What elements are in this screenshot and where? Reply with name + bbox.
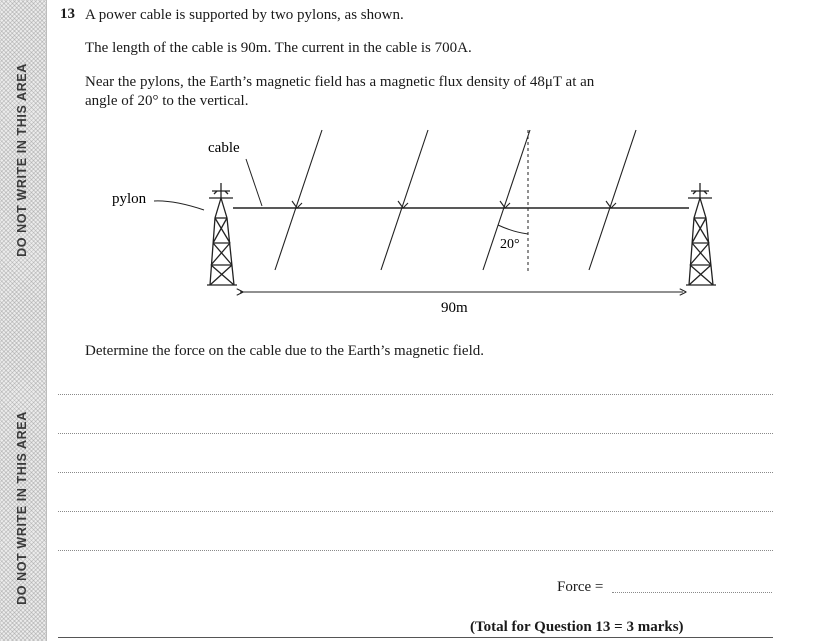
magnetic-field-lines (275, 130, 636, 270)
question-intro: A power cable is supported by two pylons, as shown. (85, 7, 404, 23)
right-pylon (686, 183, 716, 285)
cable-label: cable (208, 140, 240, 156)
do-not-write-margin: DO NOT WRITE IN THIS AREA DO NOT WRITE IN THIS AREA (0, 0, 47, 641)
field-line (275, 130, 322, 270)
force-label: Force = (557, 579, 604, 595)
field-line (589, 130, 636, 270)
answer-line[interactable] (58, 433, 773, 434)
answer-line[interactable] (58, 511, 773, 512)
answer-line[interactable] (58, 394, 773, 395)
angle-label: 20° (500, 237, 520, 252)
length-label: 90m (441, 300, 468, 316)
angle-arc (498, 225, 528, 234)
answer-line[interactable] (58, 472, 773, 473)
question-number: 13 (60, 6, 75, 22)
pylon-label: pylon (112, 191, 147, 207)
field-description-line2: angle of 20° to the vertical. (85, 93, 249, 109)
field-description-line1: Near the pylons, the Earth’s magnetic field has a magnetic flux density of 48μT at an (85, 74, 595, 90)
pylon-leader-line (154, 201, 204, 210)
total-marks: (Total for Question 13 = 3 marks) (470, 619, 684, 635)
cable-facts-text: The length of the cable is 90m. The current in the cable is 700A. (85, 40, 472, 56)
left-pylon (207, 183, 237, 285)
field-line (381, 130, 428, 270)
cable-leader-line (246, 159, 262, 206)
question-prompt: Determine the force on the cable due to the Earth’s magnetic field. (85, 343, 485, 359)
bottom-divider (58, 637, 773, 638)
answer-line[interactable] (58, 550, 773, 551)
force-answer-field[interactable] (612, 592, 772, 593)
